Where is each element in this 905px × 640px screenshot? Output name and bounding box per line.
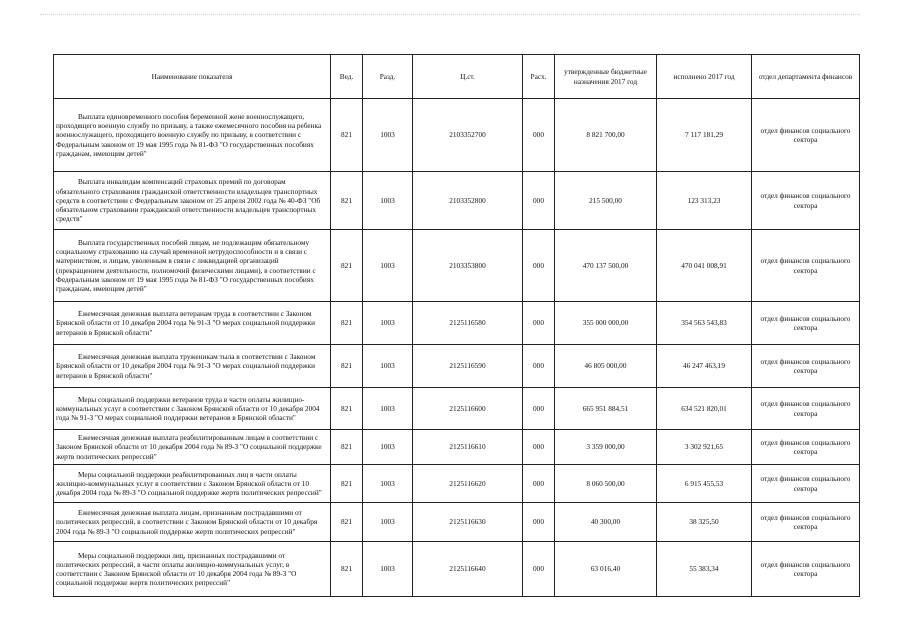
- scan-noise: [40, 14, 860, 17]
- row-cst: 2103353800: [413, 230, 523, 302]
- row-executed: 46 247 463,19: [657, 345, 752, 388]
- row-ved: 821: [331, 345, 363, 388]
- table-row: [54, 503, 860, 542]
- row-name-text: Меры социальной поддержки ветеранов труда в части оплаты жилищно-коммунальных услуг в соответствии с Законом Брянской области от 10 декабря 2004 года № 91-З "О мерах социальной поддержки ветеранов в Брянской области": [56, 394, 320, 423]
- row-rash: 000: [523, 230, 555, 302]
- row-name: [54, 388, 331, 430]
- row-ved: 821: [331, 465, 363, 503]
- table-row: [54, 542, 860, 597]
- row-razd: 1003: [363, 542, 413, 597]
- row-dept: отдел финансов социального сектора: [752, 465, 860, 503]
- row-cst: 2125116600: [413, 388, 523, 430]
- row-executed: 6 915 455,53: [657, 465, 752, 503]
- row-name: [54, 542, 331, 597]
- row-ved: 821: [331, 542, 363, 597]
- table-row: [54, 388, 860, 430]
- row-dept: отдел финансов социального сектора: [752, 503, 860, 542]
- row-executed: 7 117 181,29: [657, 99, 752, 172]
- row-razd: 1003: [363, 388, 413, 430]
- row-rash: 000: [523, 388, 555, 430]
- row-name: [54, 503, 331, 542]
- header-rash: Расх.: [523, 55, 555, 99]
- row-razd: 1003: [363, 230, 413, 302]
- row-name-text: Выплата инвалидам компенсаций страховых премий по договорам обязательного страхования гражданской ответственности владельцев транспортных средств в соответствии с Федеральным законом от 25 апреля 2002 года № 40-ФЗ "Об обязательном страховании гражданской ответственности владельцев транспортных средств": [56, 177, 321, 224]
- row-cst: 2125116630: [413, 503, 523, 542]
- table-row: [54, 430, 860, 465]
- row-approved: 40 300,00: [555, 503, 657, 542]
- row-name: [54, 172, 331, 230]
- table-row: [54, 345, 860, 388]
- row-razd: 1003: [363, 345, 413, 388]
- row-razd: 1003: [363, 302, 413, 345]
- row-approved: 665 951 884,51: [555, 388, 657, 430]
- row-cst: 2103352700: [413, 99, 523, 172]
- row-ved: 821: [331, 430, 363, 465]
- row-razd: 1003: [363, 172, 413, 230]
- row-razd: 1003: [363, 465, 413, 503]
- table-row: [54, 302, 860, 345]
- header-executed: исполнено 2017 год: [657, 55, 752, 99]
- row-name-text: Меры социальной поддержки лиц, признанных пострадавшими от политических репрессий, в части оплаты жилищно-коммунальных услуг, в соответствии с Законом Брянской области от 10 декабря 2004 года № 89-З "О социальной поддержке жертв политических репрессий": [56, 550, 297, 588]
- row-ved: 821: [331, 230, 363, 302]
- row-razd: 1003: [363, 503, 413, 542]
- row-dept: отдел финансов социального сектора: [752, 302, 860, 345]
- row-rash: 000: [523, 430, 555, 465]
- row-name-text: Ежемесячная денежная выплата лицам, признанным пострадавшими от политических репрессий, в соответствии с Законом Брянской области от 10 декабря 2004 года № 89-З "О социальной поддержке жертв политических репрессий": [56, 508, 318, 536]
- row-approved: 63 016,40: [555, 542, 657, 597]
- row-dept: отдел финансов социального сектора: [752, 230, 860, 302]
- row-cst: 2125116640: [413, 542, 523, 597]
- header-dept: отдел департамента финансов: [752, 55, 860, 99]
- row-name: [54, 430, 331, 465]
- row-ved: 821: [331, 99, 363, 172]
- row-ved: 821: [331, 388, 363, 430]
- row-executed: 634 521 820,01: [657, 388, 752, 430]
- budget-table: [53, 54, 860, 597]
- row-executed: 3 302 921,65: [657, 430, 752, 465]
- table-row: [54, 465, 860, 503]
- row-dept: отдел финансов социального сектора: [752, 430, 860, 465]
- row-approved: 470 137 500,00: [555, 230, 657, 302]
- row-dept: отдел финансов социального сектора: [752, 99, 860, 172]
- row-ved: 821: [331, 503, 363, 542]
- row-cst: 2103352800: [413, 172, 523, 230]
- row-razd: 1003: [363, 99, 413, 172]
- row-approved: 3 359 000,00: [555, 430, 657, 465]
- row-approved: 8 821 700,00: [555, 99, 657, 172]
- row-name-text: Выплата государственных пособий лицам, не подлежащим обязательному социальному страхованию на случай временной нетрудоспособности и в связи с материнством, и лицам, уволенным в связи с ликвидацией организаций (прекращением деятельности, полномочий физическими лицами), в соответствии с Федеральным законом от 19 мая 1995 года № 81-ФЗ "О государственных пособиях гражданам, имеющим детей": [56, 237, 316, 293]
- row-rash: 000: [523, 503, 555, 542]
- table-row: [54, 230, 860, 302]
- row-approved: 215 500,00: [555, 172, 657, 230]
- row-name: [54, 302, 331, 345]
- row-executed: 470 041 008,91: [657, 230, 752, 302]
- row-name: [54, 345, 331, 388]
- row-approved: 8 060 500,00: [555, 465, 657, 503]
- row-dept: отдел финансов социального сектора: [752, 542, 860, 597]
- table-row: [54, 172, 860, 230]
- row-ved: 821: [331, 172, 363, 230]
- row-name-text: Меры социальной поддержки реабилитированных лиц в части оплаты жилищно-коммунальных услуг в соответствии с Законом Брянской области от 10 декабря 2004 года № 89-З "О социальной поддержке жертв политических репрессий": [56, 469, 322, 498]
- row-approved: 355 000 000,00: [555, 302, 657, 345]
- row-ved: 821: [331, 302, 363, 345]
- table-header-row: [54, 55, 860, 99]
- header-cst: Ц.ст.: [413, 55, 523, 99]
- row-cst: 2125116590: [413, 345, 523, 388]
- header-ved: Вед.: [331, 55, 363, 99]
- row-rash: 000: [523, 542, 555, 597]
- row-name-text: Ежемесячная денежная выплата реабилитированным лицам в соответствии с Законом Брянской области от 10 декабря 2004 года № 89-З "О социальной поддержке жертв политических репрессий": [56, 433, 322, 461]
- row-executed: 55 383,34: [657, 542, 752, 597]
- row-razd: 1003: [363, 430, 413, 465]
- row-name-text: Ежемесячная денежная выплата ветеранам труда в соответствии с Законом Брянской области от 10 декабря 2004 года № 91-З "О мерах социальной поддержки ветеранов в Брянской области": [56, 309, 316, 337]
- row-cst: 2125116610: [413, 430, 523, 465]
- row-rash: 000: [523, 302, 555, 345]
- row-dept: отдел финансов социального сектора: [752, 388, 860, 430]
- row-cst: 2125116620: [413, 465, 523, 503]
- row-executed: 354 563 543,83: [657, 302, 752, 345]
- row-rash: 000: [523, 172, 555, 230]
- header-approved: утвержденные бюджетные назначения 2017 год: [555, 55, 657, 99]
- row-dept: отдел финансов социального сектора: [752, 172, 860, 230]
- table-row: [54, 99, 860, 172]
- row-name: [54, 99, 331, 172]
- row-approved: 46 805 000,00: [555, 345, 657, 388]
- row-rash: 000: [523, 345, 555, 388]
- row-rash: 000: [523, 465, 555, 503]
- row-executed: 123 313,23: [657, 172, 752, 230]
- row-name: [54, 465, 331, 503]
- row-dept: отдел финансов социального сектора: [752, 345, 860, 388]
- row-name-text: Ежемесячная денежная выплата труженикам тыла в соответствии с Законом Брянской области от 10 декабря 2004 года № 91-З "О мерах социальной поддержки ветеранов в Брянской области": [56, 352, 316, 380]
- row-name: [54, 230, 331, 302]
- row-rash: 000: [523, 99, 555, 172]
- row-name-text: Выплата единовременного пособия беременной жене военнослужащего, проходящего военную службу по призыву, а также ежемесячного пособия на ребенка военнослужащего, проходящего военную службу по призыву, в соответствии с Федеральным законом от 19 мая 1995 года № 81-ФЗ "О государственных пособиях гражданам, имеющим детей": [56, 111, 322, 158]
- header-name: Наименование показателя: [54, 55, 331, 99]
- row-executed: 38 325,50: [657, 503, 752, 542]
- header-razd: Разд.: [363, 55, 413, 99]
- row-cst: 2125116580: [413, 302, 523, 345]
